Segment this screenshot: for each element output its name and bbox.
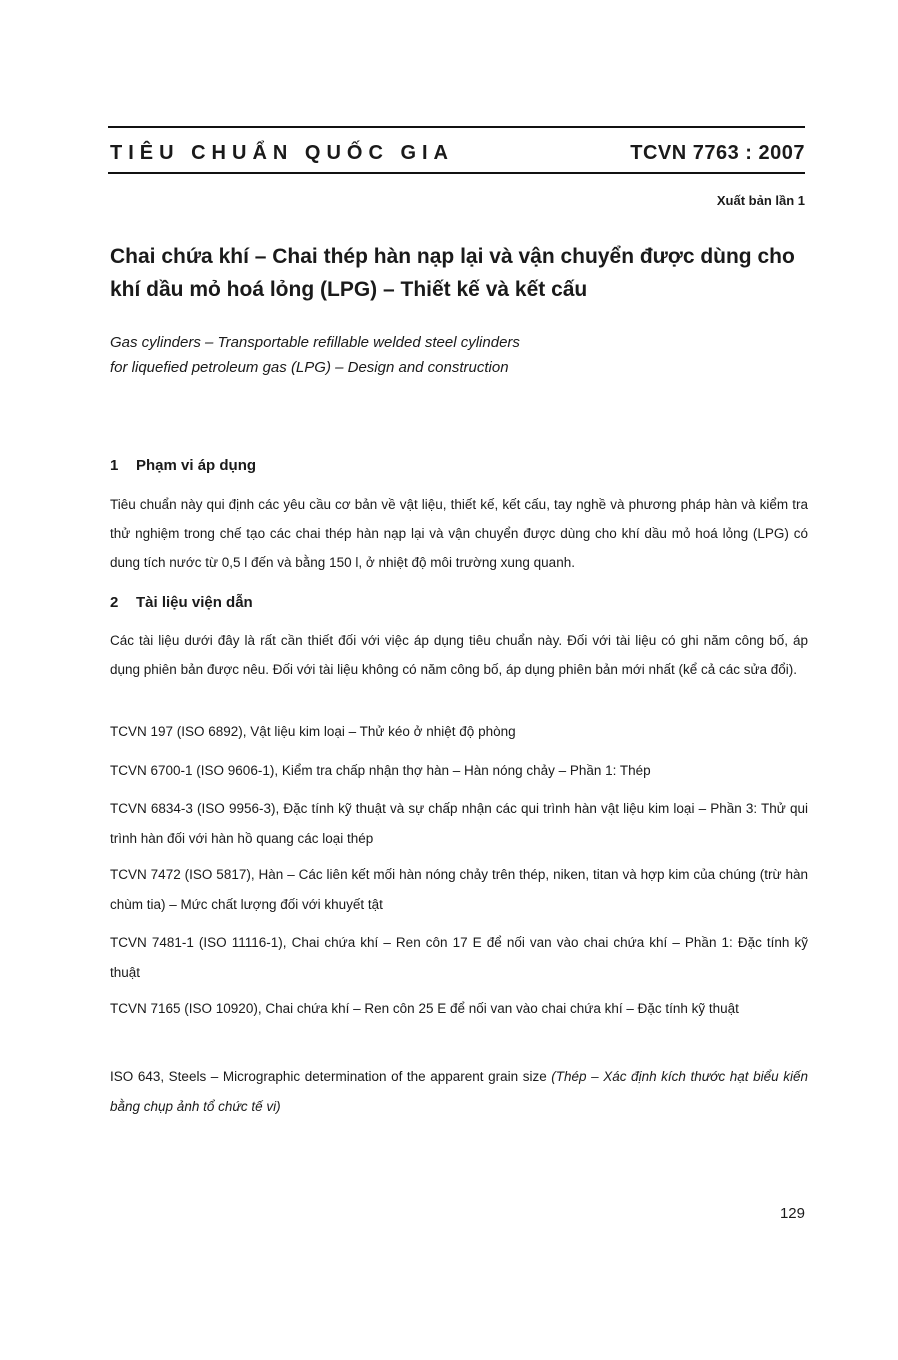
section-1-body: Tiêu chuẩn này qui định các yêu cầu cơ bản về vật liệu, thiết kế, kết cấu, tay nghề và phương pháp hàn và kiểm tra thử nghiệm trong chế tạo các chai thép hàn nạp lại và vận chuyển được dùng cho khí dầu mỏ hoá lỏng (LPG) có dung tích nước từ 0,5 l đến và bằng 150 l, ở nhiệt độ môi trường xung quanh. <box>110 497 808 570</box>
section-number: 1 <box>110 457 119 474</box>
section-title: Phạm vi áp dụng <box>136 457 257 474</box>
section-number: 2 <box>110 594 119 611</box>
section-1-heading <box>110 457 256 474</box>
english-title-line-1: Gas cylinders – Transportable refillable welded steel cylinders <box>110 334 520 351</box>
section-2-heading <box>110 594 253 611</box>
section-title: Tài liệu viện dẫn <box>136 594 253 611</box>
section-2-body: Các tài liệu dưới đây là rất cần thiết đối với việc áp dụng tiêu chuẩn này. Đối với tài liệu có ghi năm công bố, áp dụng phiên bản được nêu. Đối với tài liệu không có năm công bố, áp dụng phiên bản mới nhất (kể cả các sửa đổi). <box>110 633 808 677</box>
header-top-rule <box>108 126 805 128</box>
standard-code: TCVN 7763 : 2007 <box>630 142 805 164</box>
reference-translation: (Thép – Xác định kích thước hạt biểu kiến bằng chụp ảnh tổ chức tế vi) <box>110 1069 808 1114</box>
reference-item: TCVN 6700-1 (ISO 9606-1), Kiểm tra chấp nhận thợ hàn – Hàn nóng chảy – Phần 1: Thép <box>110 763 651 778</box>
header-bottom-rule <box>108 172 805 174</box>
reference-text: ISO 643, Steels – Micrographic determination of the apparent grain size <box>110 1069 552 1084</box>
reference-item <box>110 1062 808 1122</box>
reference-item: TCVN 7481-1 (ISO 11116-1), Chai chứa khí – Ren côn 17 E để nối van vào chai chứa khí – Phần 1: Đặc tính kỹ thuật <box>110 935 808 980</box>
english-title-line-2: for liquefied petroleum gas (LPG) – Design and construction <box>110 359 509 376</box>
reference-item: TCVN 6834-3 (ISO 9956-3), Đặc tính kỹ thuật và sự chấp nhận các qui trình hàn vật liệu kim loại – Phần 3: Thử qui trình hàn đối với hàn hồ quang các loại thép <box>110 801 808 846</box>
reference-item: TCVN 7472 (ISO 5817), Hàn – Các liên kết mối hàn nóng chảy trên thép, niken, titan và hợp kim của chúng (trừ hàn chùm tia) – Mức chất lượng đối với khuyết tật <box>110 867 808 912</box>
document-title: Chai chứa khí – Chai thép hàn nạp lại và vận chuyển được dùng cho khí dầu mỏ hoá lỏng (LPG) – Thiết kế và kết cấu <box>110 245 795 301</box>
edition-note: Xuất bản lần 1 <box>716 193 805 208</box>
reference-item: TCVN 7165 (ISO 10920), Chai chứa khí – Ren côn 25 E để nối van vào chai chứa khí – Đặc tính kỹ thuật <box>110 1001 739 1016</box>
reference-item: TCVN 197 (ISO 6892), Vật liệu kim loại – Thử kéo ở nhiệt độ phòng <box>110 724 516 739</box>
english-title <box>110 330 810 380</box>
standard-series: TIÊU CHUẨN QUỐC GIA <box>110 142 454 164</box>
page-number: 129 <box>779 1205 805 1222</box>
